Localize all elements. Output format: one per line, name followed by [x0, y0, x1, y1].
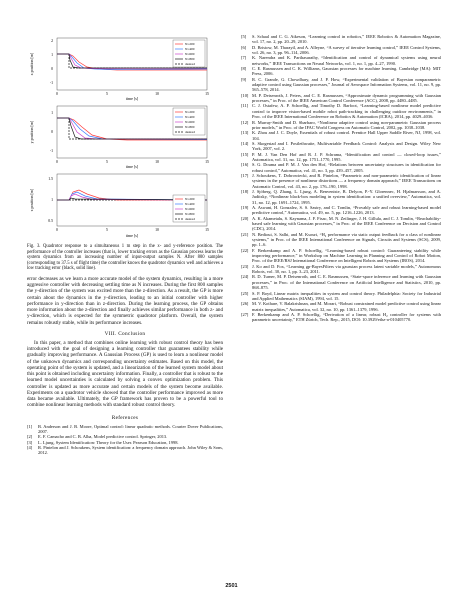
reference-text: R. Murray-Smith and D. Sbarbaro, “Nonlinear adaptive control using non-parametric Gaussian process prior models,” in Proc. of the IFAC World Congress on Automatic Control, 2002, pp. 1038–1038.	[252, 119, 441, 130]
reference-number: [16]	[241, 162, 249, 168]
y-tick-label: 1	[51, 198, 53, 202]
reference-text: S. G. Douma and P. M. J. Van den Hof, “Relations between uncertainty structures in identification for robust control,” Automatica, vol. 41, no. 3, pp. 439–457, 2005.	[252, 162, 441, 173]
reference-number: [11]	[241, 103, 249, 109]
x-tick-label: 5	[106, 92, 108, 96]
x-tick-label: 0	[56, 92, 58, 96]
y-tick-label: 0	[51, 130, 53, 134]
y-tick-label: 1	[51, 53, 53, 57]
legend	[173, 108, 205, 135]
x-axis-label: time [s]	[125, 96, 139, 101]
reference-text: C. E. Rasmussen and C. K. Williams, Gaussian processes for machine learning. Cambridge [MA]: MIT Press, 2006.	[252, 66, 441, 77]
reference-number: [21]	[241, 231, 249, 237]
reference-item	[241, 77, 441, 93]
legend-item: N=800	[185, 125, 195, 130]
x-tick-label: 15	[205, 92, 209, 96]
reference-text: D. Bristow, M. Tharayil, and A. Alleyne, “A survey of iterative learning control,” IEEE Control Systems, vol. 26, no. 3, pp. 96–114, 2006.	[252, 44, 441, 56]
x-axis-label: time [s]	[125, 233, 139, 238]
reference-number: [20]	[241, 215, 249, 221]
legend-item: N=200	[185, 110, 195, 115]
reference-number: [7]	[241, 55, 247, 61]
reference-number: [4]	[27, 445, 33, 451]
reference-item	[241, 103, 441, 119]
reference-text: J. Sjöberg, Q. Zhang, L. Ljung, A. Benveniste, B. Delyon, P.-Y. Glorennec, H. Hjalmarsson, and A. Juditsky, “Nonlinear black-box modeling in system identification: a unified overview,” Automatica, vol. 31, no. 12, pp. 1691–1724, 1995.	[252, 188, 441, 205]
reference-item	[241, 45, 441, 56]
legend-item: desired	[185, 217, 195, 222]
x-tick-label: 15	[205, 160, 209, 164]
legend-item: desired	[185, 130, 195, 135]
x-tick-label: 0	[56, 228, 58, 232]
y-tick-label: 0.5	[48, 219, 53, 223]
reference-number: [14]	[241, 140, 249, 146]
reference-item	[241, 66, 441, 77]
y-axis-label: y position [m]	[29, 120, 34, 144]
y-tick-label: 0	[51, 67, 53, 71]
legend	[173, 195, 205, 222]
x-tick-label: 15	[205, 228, 209, 232]
reference-text: R. Pintelon and J. Schoukens, System identification: a frequency domain approach. John Wiley & Sons, 2012.	[38, 445, 223, 456]
legend	[173, 40, 205, 67]
figure-3	[27, 34, 223, 242]
legend-item: N=200	[185, 197, 195, 202]
reference-item	[241, 189, 441, 205]
reference-text: S. Skogestad and I. Postlethwaite, Multivariable Feedback Control: Analysis and Design. Wiley New York, 2007, vol. 2.	[252, 140, 441, 152]
y-axis-label: x position [m]	[29, 52, 34, 76]
reference-item	[241, 264, 441, 275]
reference-number: [22]	[241, 247, 249, 253]
page-number: 2501	[225, 583, 238, 589]
reference-text: J. Schoukens, T. Dobrowiecki, and R. Pintelon, “Parametric and non-parametric identification of linear systems in the presence of nonlinear distortions — a frequency domain approach,” IEEE Transactions on Automatic Control, vol. 43, no. 2, pp. 176–190, 1998.	[252, 172, 441, 189]
reference-text: K. Narendra and K. Parthasarathy, “Identification and control of dynamical systems using neural networks,” IEEE Transactions on Neural Networks, vol. 1, no. 1, pp. 4–27, 1990.	[252, 55, 441, 66]
reference-number: [10]	[241, 92, 249, 98]
reference-item	[241, 141, 441, 152]
legend-item: N=200	[185, 42, 195, 47]
reference-number: [6]	[241, 44, 247, 50]
caption-label: Fig. 3.	[27, 244, 41, 249]
legend-item: N=400	[185, 47, 195, 52]
reference-text: B. Anderson and J. B. Moore, Optimal control: linear quadratic methods. Courier Dover Publications, 2007.	[38, 423, 223, 435]
reference-text: F. Berkenkamp and A. P. Schoellig, “Learning-based robust control: Guaranteeing stability while improving performance,” in Workshop on Machine Learning in Planning and Control of Robot Motion, Proc. of the IEEE/RSJ International Conference on Intelligent Robots and Systems (IROS), 2014.	[252, 247, 441, 264]
reference-number: [18]	[241, 188, 249, 194]
x-tick-label: 10	[155, 228, 159, 232]
reference-text: S. Schaal and C. G. Atkeson, “Learning control in robotics,” IEEE Robotics & Automation Magazine, vol. 17, no. 2, pp. 20–29, 2010.	[252, 34, 441, 45]
legend-item: N=600	[185, 52, 195, 57]
x-tick-label: 5	[106, 228, 108, 232]
reference-item	[27, 445, 223, 456]
reference-number: [23]	[241, 263, 249, 269]
reference-number: [1]	[27, 423, 33, 429]
legend-item: N=400	[185, 202, 195, 207]
reference-number: [9]	[241, 76, 247, 82]
reference-item	[241, 130, 441, 141]
reference-item	[241, 312, 441, 323]
caption-text: Quadrotor response to a simultaneous 1 m step in the x- and y-reference position. The performance of the controller increases (that is, lower tracking errors as the Gaussian process learns the system dynamics from an increasing number of input-output samples N. After 800 samples (corresponding to 37.5 s of flight time) the controller knows the quadrotor dynamics well and achieves a low tracking error (black, solid line).	[27, 244, 223, 272]
reference-number: [13]	[241, 130, 249, 136]
reference-text: L. Ljung, System Identification: Theory for the User. Pearson Education, 1998.	[38, 439, 179, 445]
reference-number: [17]	[241, 172, 249, 178]
reference-item	[241, 152, 441, 163]
reference-text: N. Bedioui, S. Salhi, and M. Ksouri, “H₂ performance via static output feedback for a class of nonlinear systems,” in Proc. of the IEEE International Conference on Signals, Circuits and Systems (SCS), 2009, pp. 1–6.	[252, 231, 441, 248]
y-tick-label: 1.5	[48, 177, 53, 181]
legend-item: N=800	[185, 212, 195, 217]
y-position-panel	[29, 106, 209, 169]
y-tick-label: 1	[51, 111, 53, 115]
reference-text: M. V. Kothare, V. Balakrishnan, and M. Morari, “Robust constrained model predictive control using linear matrix inequalities,” Automatica, vol. 32, no. 10, pp. 1361–1379, 1996.	[252, 301, 441, 312]
reference-item	[241, 232, 441, 248]
reference-item	[241, 120, 441, 131]
reference-text: J. Ko and D. Fox, “Learning gp-BayesFilters via gaussian process latent variable models,” Autonomous Robots, vol. 30, no. 1, pp. 3–23, 2011.	[252, 263, 441, 275]
reference-text: A. Aswani, H. Gonzalez, S. S. Sastry, and C. Tomlin, “Provably safe and robust learning-based model predictive control,” Automatica, vol. 49, no. 5, pp. 1216–1226, 2013.	[252, 205, 441, 216]
reference-text: R. C. Grande, G. Chowdhary, and J. P. How, “Experimental validation of Bayesian nonparametric adaptive control using Gaussian processes,” Journal of Aerospace Information Systems, vol. 11, no. 9, pp. 565–578, 2014.	[252, 76, 441, 93]
x-tick-label: 5	[106, 160, 108, 164]
reference-number: [27]	[241, 311, 249, 317]
legend-item: desired	[185, 62, 195, 67]
x-axis-label: time [s]	[125, 164, 139, 169]
right-column	[241, 34, 441, 323]
reference-item	[241, 34, 441, 45]
reference-text: C. J. Ostafew, A. P. Schoellig, and Timothy D. Barfoot, “Learning-based nonlinear model predictive control to improve vision-based mobile robot path-tracking in challenging outdoor environments,” in Proc. of the IEEE International Conference on Robotics & Automation (ICRA), 2014, pp. 4029–4036.	[252, 103, 441, 120]
figure-caption	[27, 244, 223, 272]
reference-number: [19]	[241, 205, 249, 210]
reference-item	[241, 291, 441, 302]
legend-item: N=400	[185, 115, 195, 120]
reference-number: [25]	[241, 290, 249, 296]
reference-item	[241, 205, 441, 216]
references-heading: References	[111, 414, 139, 421]
reference-list	[27, 424, 223, 456]
y-axis-label: z position [m]	[29, 188, 34, 212]
body-paragraph: In this paper, a method that combines online learning with robust control theory has been introduced with the goal of designing a learning controller that guarantees stability while gradually improving performance. A Gaussian Process (GP) is used to learn a nonlinear model of the unknown dynamics and corresponding uncertainty estimates. Based on this model, the operating point of the system is updated, and a linearization of the learned system model about this point is obtained including uncertainty information. Finally, a controller that is robust to the learned model uncertainties is calculated by solving a convex optimization problem. This controller is updated as more accurate and certain models of the system become available. Experiments on a quadrotor vehicle showed that the controller performance improved as more data became available. Ultimately, the GP framework has proven to be a powerful tool to combine nonlinear learning methods with standard robust control theory.	[27, 339, 223, 409]
legend-item: N=800	[185, 57, 195, 62]
y-tick-label: -1	[49, 81, 53, 85]
reference-number: [3]	[27, 439, 33, 445]
legend-item: N=600	[185, 207, 195, 212]
reference-item	[241, 55, 441, 66]
reference-text: M. P. Deisenroth, J. Peters, and C. E. Rasmussen, “Approximate dynamic programming with Gaussian processes,” in Proc. of the IEEE American Control Conference (ACC), 2008, pp. 4480–4485.	[252, 92, 441, 104]
reference-number: [8]	[241, 66, 247, 72]
figure-3-plots	[27, 34, 223, 242]
reference-text: A. K. Akametalu, S. Kaynama, J. F. Fisac, M. N. Zeilinger, J. H. Gillula, and C. J. Tomlin, “Reachability-based safe learning with Gaussian processes,” in Proc. of the IEEE Conference on Decision and Control (CDC), 2014.	[252, 215, 441, 232]
reference-number: [5]	[241, 34, 247, 39]
body-paragraph: error decreases as we learn a more accurate model of the system dynamics, resulting in a more aggressive controller with decreasing settling time as N increases. During the first 800 samples the y-direction of the system was excited more than the z-direction. As a result, the GP is more certain about the dynamics in the y-direction, leading to an initial controller with higher performance in y-direction than in z-direction. During the learning process, the GP obtains more information about the z-direction and finally achieves similar performance in both z- and y-direction, which is expected for the symmetric quadrotor platform. Overall, the system remains robustly stable, while its performance increases.	[27, 275, 223, 326]
reference-text: P. M. J. Van Den Hof and R. J. P. Schrama, “Identification and control — closed-loop issues,” Automatica, vol. 31, no. 12, pp. 1751–1770, 1995.	[252, 151, 441, 162]
x-tick-label: 10	[155, 160, 159, 164]
reference-text: K. Zhou and J. C. Doyle, Essentials of robust control. Prentice Hall Upper Saddle River, NJ, 1998, vol. 104.	[252, 130, 441, 141]
section-heading: VIII. Conclusion	[104, 330, 146, 337]
x-tick-label: 10	[155, 92, 159, 96]
reference-item	[241, 216, 441, 232]
reference-number: [15]	[241, 151, 249, 157]
legend-item: N=600	[185, 120, 195, 125]
reference-number: [2]	[27, 434, 33, 440]
reference-item	[241, 248, 441, 264]
reference-text: E. F. Camacho and C. B. Alba, Model predictive control. Springer, 2013.	[38, 434, 168, 440]
reference-list	[241, 34, 441, 323]
x-tick-label: 0	[56, 160, 58, 164]
reference-item	[241, 274, 441, 290]
reference-number: [26]	[241, 301, 249, 307]
reference-item	[241, 173, 441, 189]
reference-item	[27, 424, 223, 435]
y-tick-label: -1	[49, 149, 53, 153]
reference-item	[241, 301, 441, 312]
reference-text: R. D. Turner, M. P. Deisenroth, and C. E. Rasmussen, “State-space inference and learning with Gaussian processes,” in Proc. of the International Conference on Artificial Intelligence and Statistics, 2010, pp. 868–875.	[252, 274, 441, 291]
left-column	[27, 34, 223, 456]
x-position-panel	[29, 38, 209, 101]
reference-number: [24]	[241, 274, 249, 280]
z-position-panel	[29, 174, 209, 238]
reference-text: F. Berkenkamp and A. P. Schoellig, “Derivation of a linear, robust H₂ controller for systems with parametric uncertainty,” ETH Zürich, Tech. Rep., 2015, DOI: 10.3929/ethz-a-010405770.	[252, 311, 441, 323]
reference-number: [12]	[241, 119, 249, 125]
reference-item	[241, 93, 441, 104]
reference-item	[241, 162, 441, 173]
reference-text: S. P. Boyd, Linear matrix inequalities in system and control theory. Philadelphia: Society for Industrial and Applied Mathematics (SIAM), 1994, vol. 15.	[252, 290, 441, 301]
y-tick-label: 2	[51, 39, 53, 43]
